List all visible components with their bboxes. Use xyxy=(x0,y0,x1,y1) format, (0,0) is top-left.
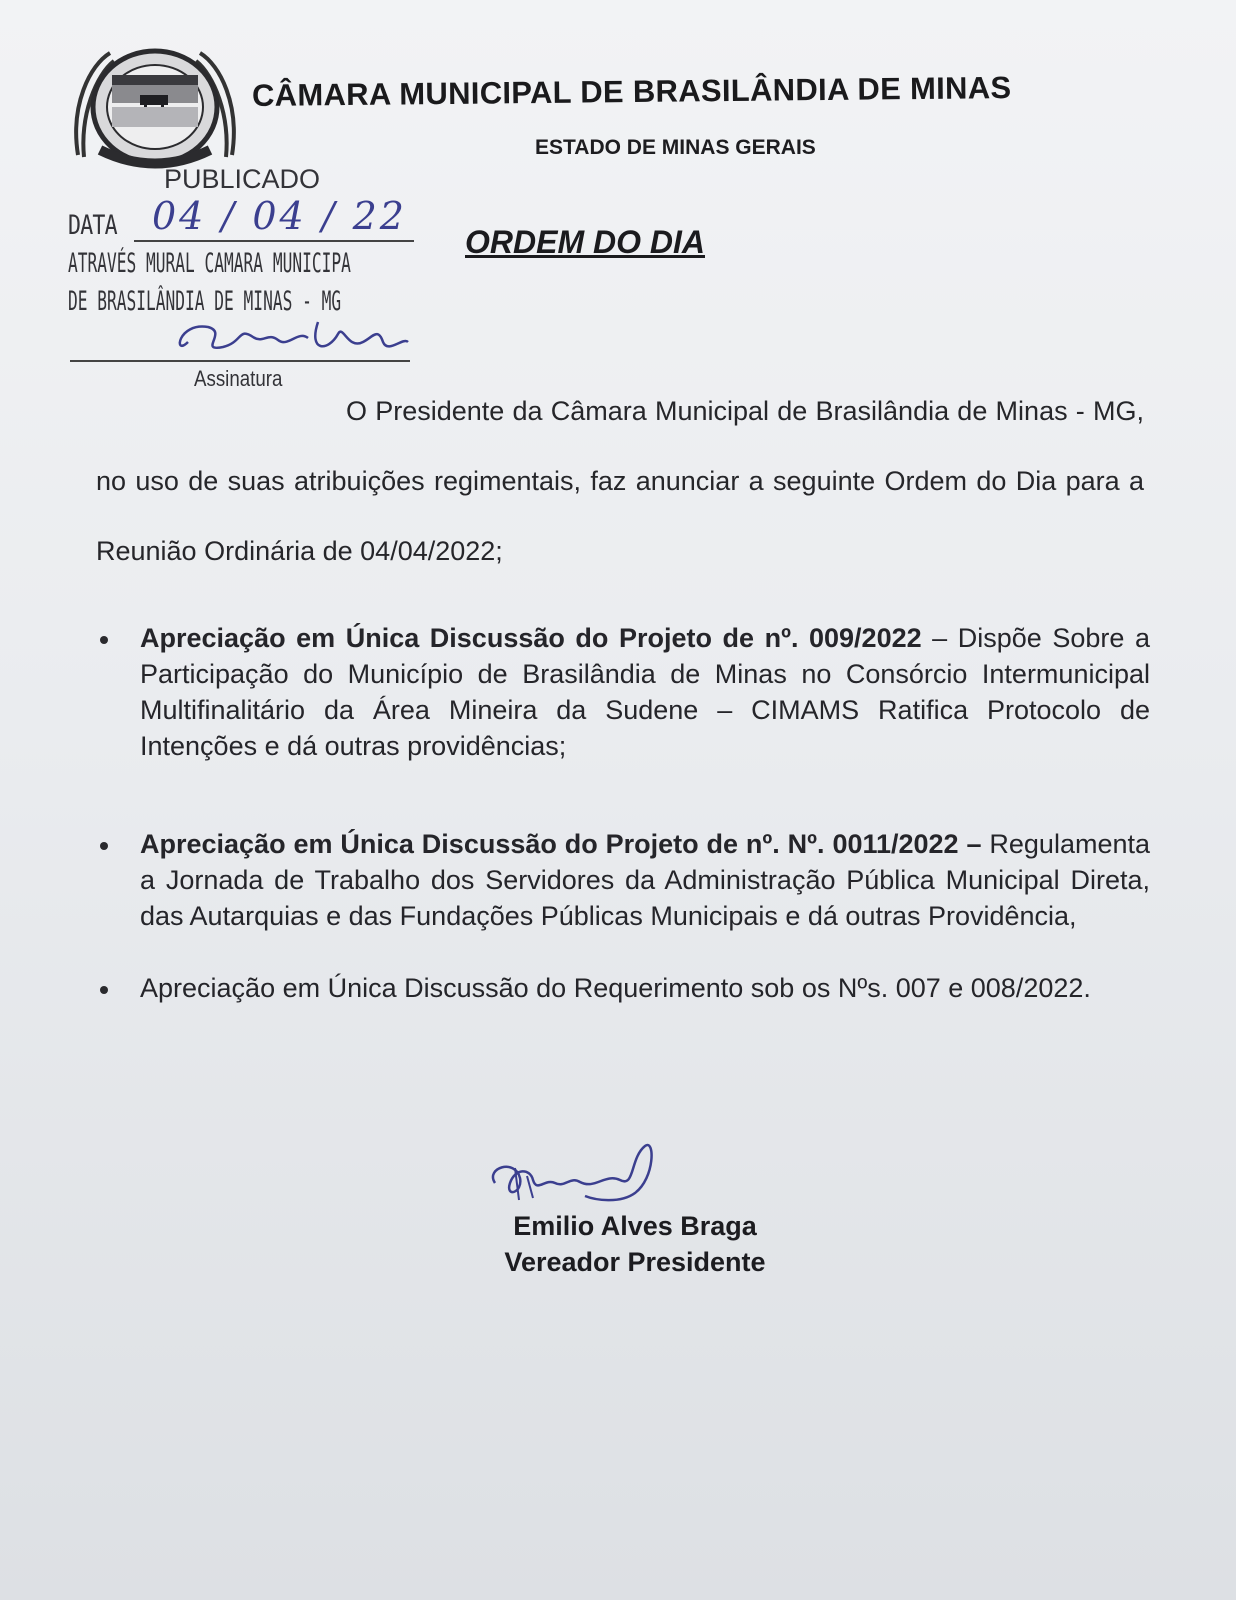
item-text: – Dispõe Sobre a Participação do Município de Brasilândia de Minas no Consórcio Intermunicipal Multifinalitário da Área Mineira da Sudene – CIMAMS Ratifica Protocolo de Intenções e dá outras providências; xyxy=(140,623,1150,761)
item-text: Regulamenta a Jornada de Trabalho dos Servidores da Administração Pública Municipal Direta, das Autarquias e das Fundações Públicas Municipais e dá outras Providência, xyxy=(140,829,1150,931)
stamp-data-label: DATA xyxy=(68,210,117,241)
stamp-publicado: PUBLICADO xyxy=(164,164,321,194)
state-name: ESTADO DE MINAS GERAIS xyxy=(535,136,816,159)
list-item xyxy=(100,620,1150,764)
president-signature-icon xyxy=(485,1138,685,1218)
stamp-line-1: ATRAVÉS MURAL CAMARA MUNICIPA xyxy=(68,248,351,279)
list-item xyxy=(100,826,1150,934)
document-heading: ORDEM DO DIA xyxy=(465,224,705,260)
stamp-date-line xyxy=(134,240,414,242)
intro-paragraph: O Presidente da Câmara Municipal de Brasilândia de Minas - MG, no uso de suas atribuições regimentais, faz anunciar a seguinte Ordem do Dia para a Reunião Ordinária de 04/04/2022; xyxy=(96,396,1144,566)
item-title: Apreciação em Única Discussão do Projeto de nº. Nº. 0011/2022 – xyxy=(140,829,982,859)
agenda-list xyxy=(100,620,1150,1006)
organization-title: CÂMARA MUNICIPAL DE BRASILÂNDIA DE MINAS xyxy=(251,70,1012,113)
stamp-handwritten-date: 04 / 04 / 22 xyxy=(152,194,407,238)
stamp-line-2: DE BRASILÂNDIA DE MINAS - MG xyxy=(68,286,342,317)
municipal-seal-icon xyxy=(70,45,240,175)
signer-role: Vereador Presidente xyxy=(504,1247,766,1277)
stamp-signature-icon xyxy=(168,312,418,362)
signer-name: Emilio Alves Braga xyxy=(513,1211,757,1241)
item-title: Apreciação em Única Discussão do Projeto de nº. 009/2022 xyxy=(140,623,922,653)
item-text: Apreciação em Única Discussão do Requerimento sob os Nºs. 007 e 008/2022. xyxy=(140,973,1091,1003)
list-item xyxy=(100,970,1150,1006)
stamp-signature-label: Assinatura xyxy=(194,366,283,391)
stamp-signature-line xyxy=(70,360,410,362)
publication-stamp xyxy=(68,164,428,404)
signer-block xyxy=(420,1208,850,1280)
